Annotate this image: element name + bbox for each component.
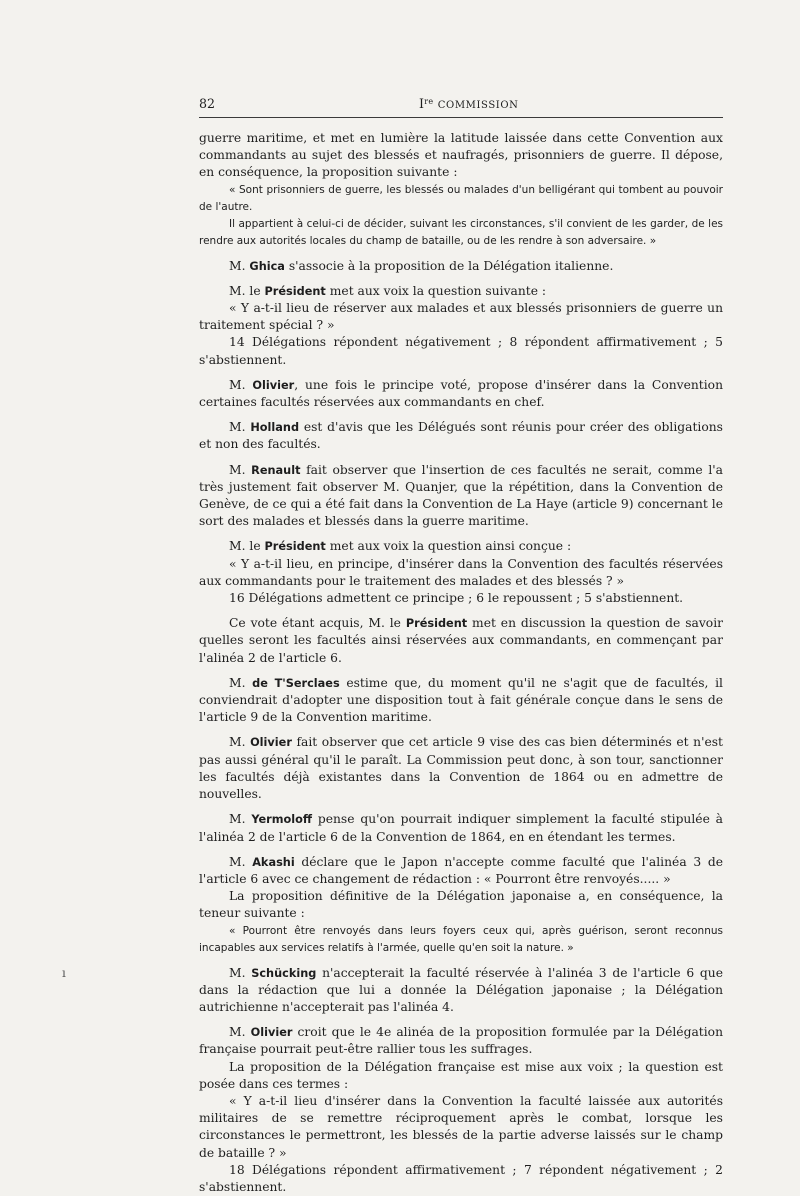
- margin-mark: ı: [62, 966, 66, 980]
- quoted-paragraph: [199, 182, 723, 216]
- text-run: La proposition de la Délégation française est mise aux voix ; la question est posée dans ces termes :: [199, 1059, 723, 1091]
- text-run: 18 Délégations répondent affirmativement ; 7 répondent négativement ; 2 s'abstiennent.: [199, 1162, 723, 1194]
- body-text: [199, 130, 723, 1196]
- speaker-name: Ghica: [249, 259, 285, 273]
- paragraph: [199, 615, 723, 667]
- paragraph: [199, 377, 723, 411]
- text-run: 14 Délégations répondent négativement ; 8 répondent affirmativement ; 5 s'abstiennent.: [199, 335, 723, 367]
- paragraph: [199, 675, 723, 727]
- paragraph: [199, 462, 723, 531]
- text-run: La proposition définitive de la Délégation japonaise a, en conséquence, la teneur suivante :: [199, 889, 723, 921]
- text-run: « Pourront être renvoyés dans leurs foyers ceux qui, après guérison, seront reconnus incapables aux services relatifs à l'armée, quelle qu'en soit la nature. »: [199, 924, 723, 954]
- paragraph: [199, 965, 723, 1017]
- text-run: est d'avis que les Délégués sont réunis pour créer des obligations et non des facultés.: [199, 420, 723, 452]
- speaker-name: Président: [405, 617, 468, 631]
- text-run: guerre maritime, et met en lumière la latitude laissée dans cette Convention aux commandants au sujet des blessés et naufragés, prisonniers de guerre. Il dépose, en conséquence, la proposition suivante :: [199, 131, 723, 180]
- paragraph: [199, 334, 723, 368]
- running-head-word: COMMISSION: [437, 100, 519, 111]
- paragraph: [199, 258, 723, 275]
- text-run: Il appartient à celui-ci de décider, suivant les circonstances, s'il convient de les garder, de les rendre aux autorités locales du champ de bataille, ou de les rendre à son adversaire. »: [199, 217, 723, 247]
- text-run: M.: [229, 735, 251, 750]
- paragraph: [199, 1093, 723, 1162]
- speaker-name: de T'Serclaes: [252, 676, 340, 690]
- paragraph: [199, 300, 723, 334]
- running-head: [419, 96, 518, 111]
- paragraph: [199, 130, 723, 182]
- text-run: M.: [229, 965, 252, 980]
- text-run: pense qu'on pourrait indiquer simplement la faculté stipulée à l'alinéa 2 de l'article 6 de la Convention de 1864, en en étendant les termes.: [199, 812, 723, 844]
- paragraph: [199, 888, 723, 922]
- text-run: Ce vote étant acquis, M. le: [229, 616, 406, 631]
- text-run: « Y a-t-il lieu d'insérer dans la Convention la faculté laissée aux autorités militaires de se remettre réciproquement après le combat, lorsque les circonstances le permettront, les blessés de la partie adverse laissés sur le champ de bataille ? »: [199, 1093, 723, 1160]
- running-head-sup: re: [424, 97, 434, 106]
- speaker-name: Yermoloff: [251, 813, 313, 827]
- text-run: M.: [229, 1025, 251, 1040]
- text-run: déclare que le Japon n'accepte comme faculté que l'alinéa 3 de l'article 6 avec ce changement de rédaction : « Pourront être renvoyés..... »: [199, 854, 723, 886]
- text-run: met en discussion la question de savoir quelles seront les facultés ainsi réservées aux commandants, en commençant par l'alinéa 2 de l'article 6.: [199, 616, 724, 665]
- page-header: [199, 96, 723, 112]
- text-run: , une fois le principe voté, propose d'insérer dans la Convention certaines facultés réservées aux commandants en chef.: [199, 377, 723, 410]
- speaker-name: Olivier: [250, 736, 292, 750]
- speaker-name: Schücking: [251, 966, 317, 980]
- text-run: M.: [229, 675, 253, 690]
- speaker-name: Président: [264, 540, 326, 554]
- paragraph: [199, 556, 723, 590]
- paragraph: [199, 419, 723, 453]
- text-run: 16 Délégations admettent ce principe ; 6 le repoussent ; 5 s'abstiennent.: [229, 591, 684, 606]
- text-run: estime que, du moment qu'il ne s'agit que de facultés, il conviendrait d'adopter une disposition tout à fait générale conçue dans le sens de l'article 9 de la Convention maritime.: [199, 675, 723, 725]
- paragraph: [199, 538, 723, 555]
- text-run: M.: [229, 812, 252, 827]
- text-run: M.: [229, 462, 252, 477]
- paragraph: [199, 1059, 723, 1093]
- speaker-name: Holland: [250, 421, 300, 435]
- page-number: 82: [199, 96, 216, 111]
- quoted-paragraph: [199, 216, 723, 250]
- text-run: croit que le 4e alinéa de la proposition formulée par la Délégation française pourrait peut-être rallier tous les suffrages.: [199, 1025, 723, 1057]
- text-run: M. le: [229, 283, 265, 298]
- paragraph: [199, 811, 723, 845]
- paragraph: [199, 1024, 723, 1058]
- text-run: M.: [229, 258, 250, 273]
- speaker-name: Olivier: [252, 378, 295, 392]
- text-run: « Sont prisonniers de guerre, les blessés ou malades d'un belligérant qui tombent au pouvoir de l'autre.: [199, 183, 723, 213]
- text-run: met aux voix la question suivante :: [325, 283, 547, 298]
- text-run: s'associe à la proposition de la Délégation italienne.: [284, 258, 614, 273]
- paragraph: [199, 734, 723, 803]
- paragraph: [199, 1162, 723, 1196]
- text-run: M.: [229, 377, 253, 392]
- text-run: fait observer que cet article 9 vise des cas bien déterminés et n'est pas aussi général qu'il le paraît. La Commission peut donc, à son tour, sanctionner les facultés déjà existantes dans la Convention de 1864 ou en admettre de nouvelles.: [199, 735, 723, 802]
- speaker-name: Président: [264, 284, 326, 298]
- text-run: « Y a-t-il lieu, en principe, d'insérer dans la Convention des facultés réservées aux commandants pour le traitement des malades et des blessés ? »: [199, 556, 723, 588]
- paragraph: [199, 590, 723, 607]
- paragraph: [199, 283, 723, 300]
- text-run: n'accepterait la faculté réservée à l'alinéa 3 de l'article 6 que dans la rédaction que lui a donnée la Délégation japonaise ; la Délégation autrichienne n'accepterait pas l'alinéa 4.: [199, 965, 723, 1014]
- header-rule: [199, 117, 723, 118]
- text-run: fait observer que l'insertion de ces facultés ne serait, comme l'a très justement fait observer M. Quanjer, que la répétition, dans la Convention de Genève, de ce qui a été fait dans la Convention de La Haye (article 9) concernant le sort des malades et blessés dans la guerre maritime.: [199, 462, 723, 529]
- speaker-name: Olivier: [250, 1026, 293, 1040]
- speaker-name: Renault: [251, 463, 301, 477]
- text-run: « Y a-t-il lieu de réserver aux malades et aux blessés prisonniers de guerre un traitement spécial ? »: [199, 301, 723, 333]
- text-run: M.: [229, 854, 253, 869]
- running-head-roman: I: [419, 96, 425, 111]
- text-run: met aux voix la question ainsi conçue :: [325, 539, 572, 554]
- speaker-name: Akashi: [252, 855, 295, 869]
- quoted-paragraph: [199, 923, 723, 957]
- text-run: M.: [229, 420, 251, 435]
- paragraph: [199, 854, 723, 888]
- text-run: M. le: [229, 539, 265, 554]
